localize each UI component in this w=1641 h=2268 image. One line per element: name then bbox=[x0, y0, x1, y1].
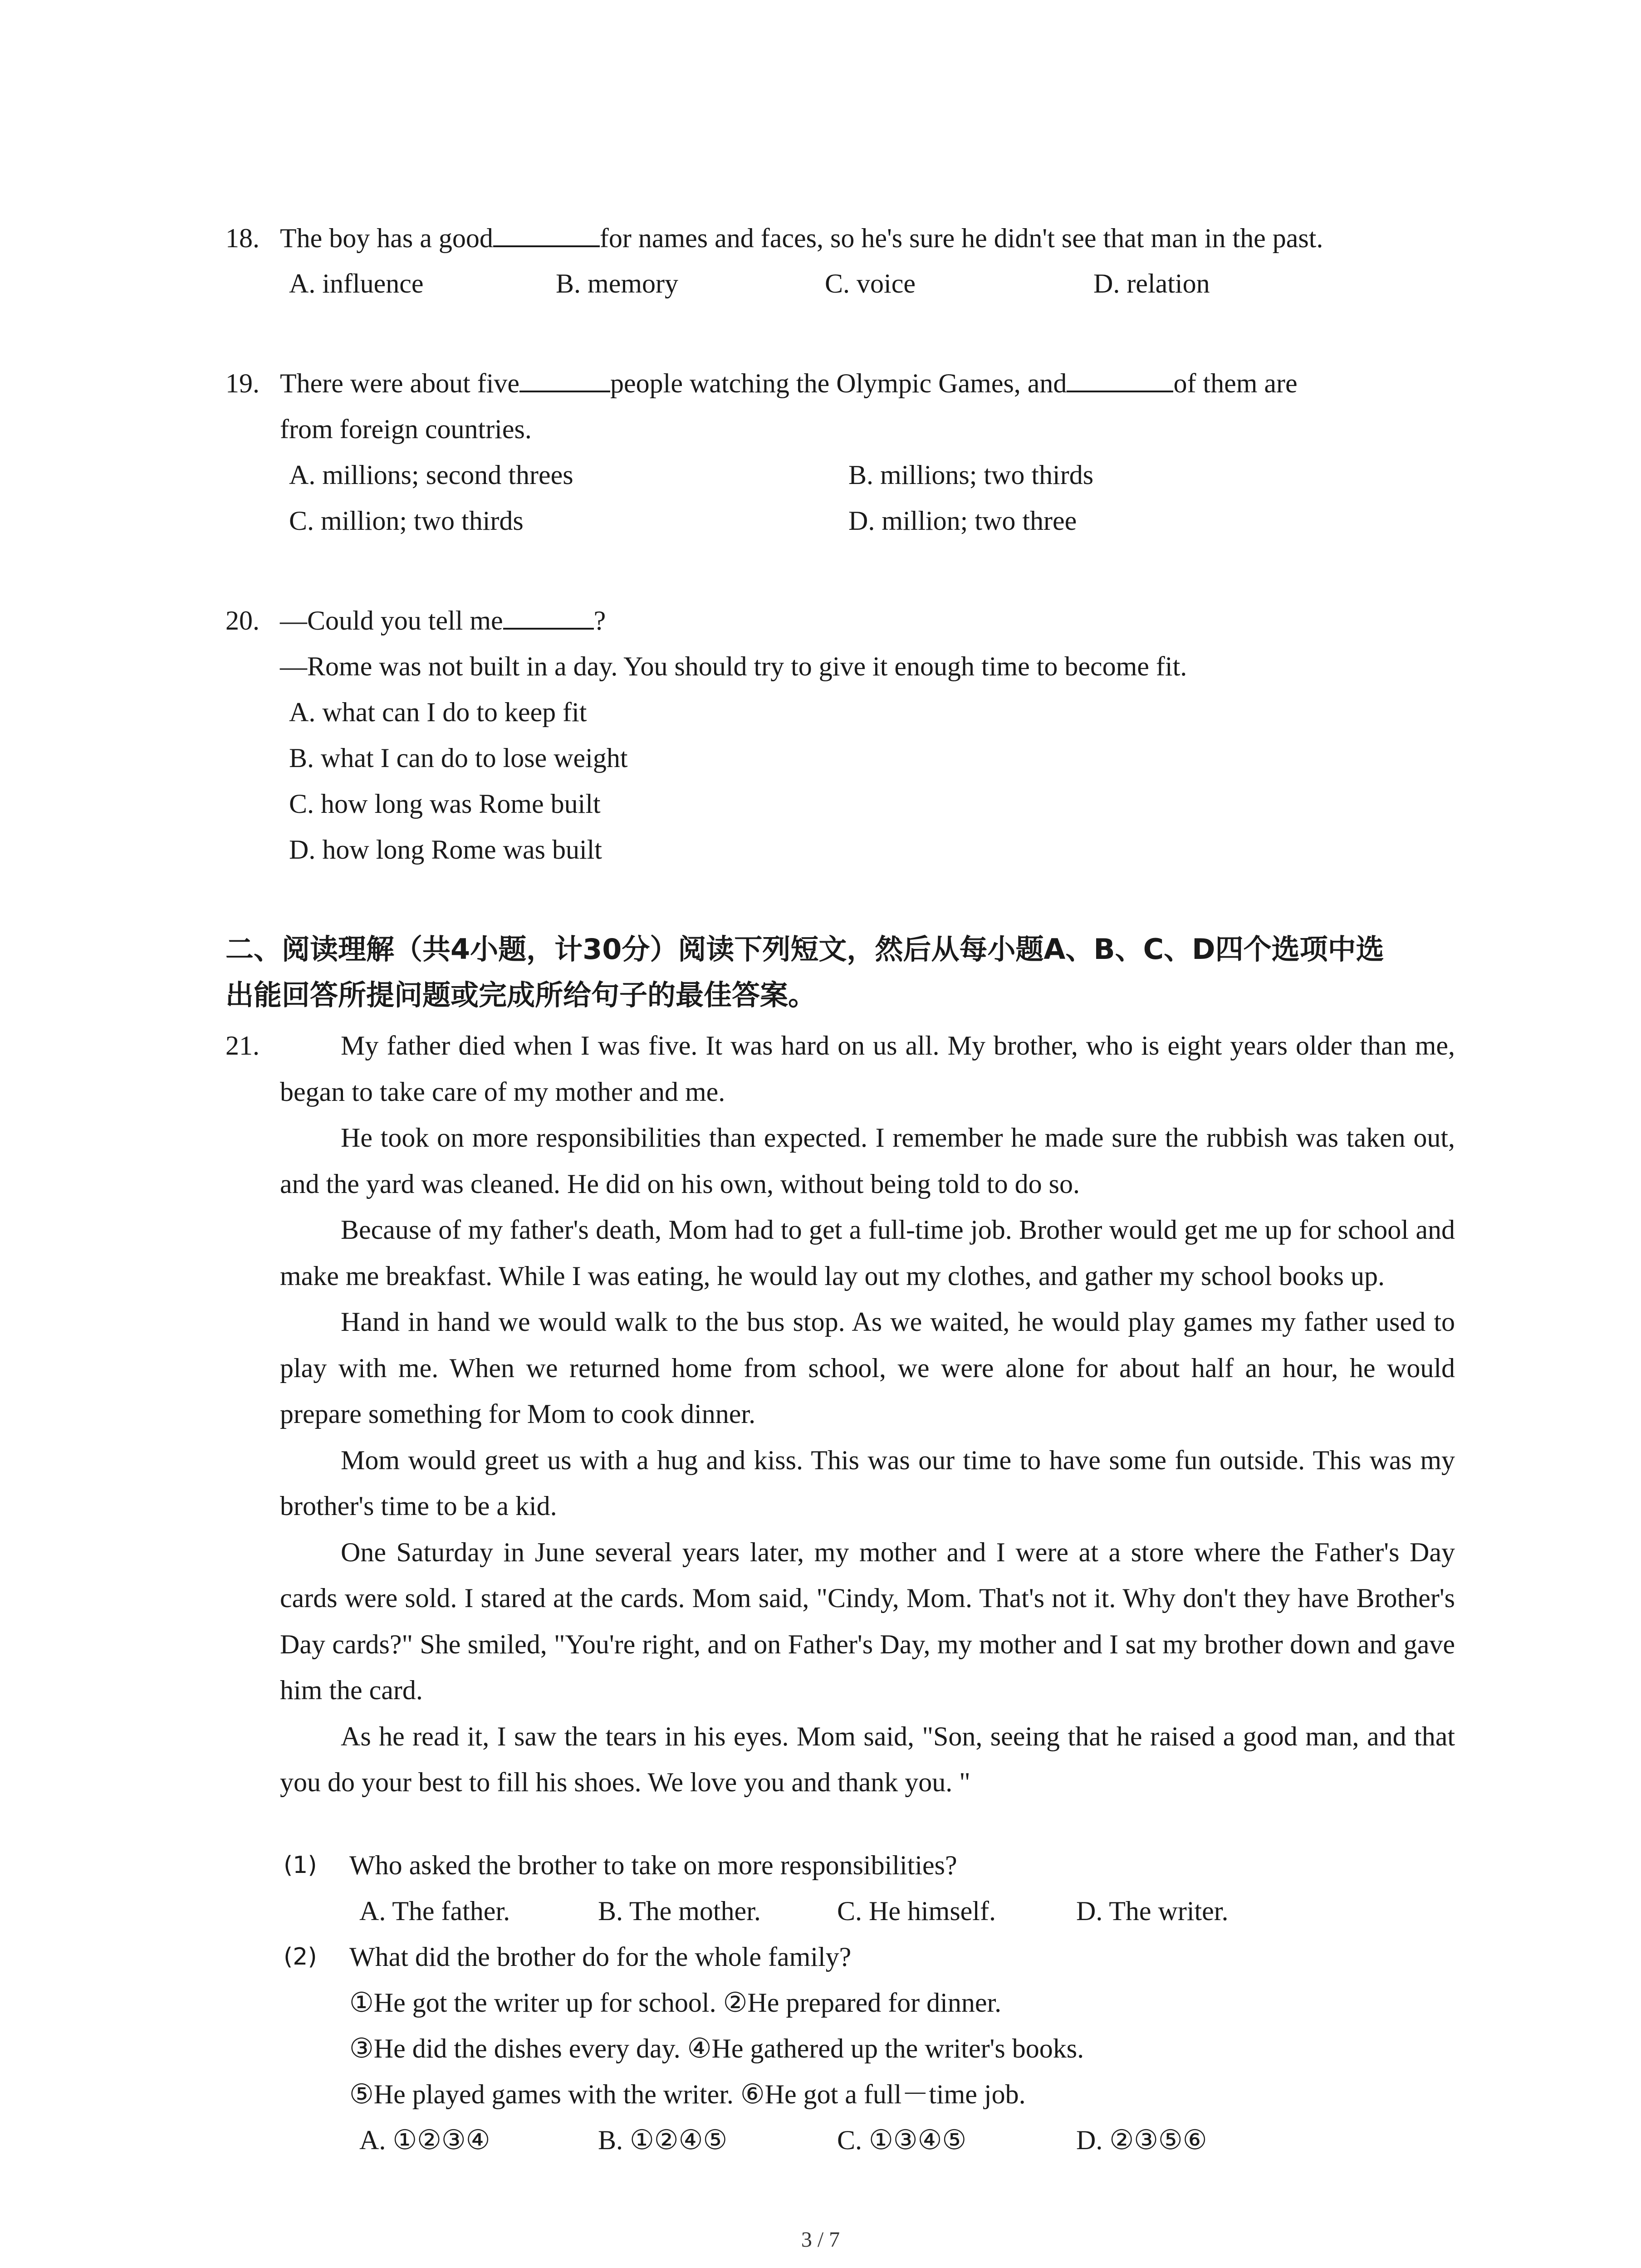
q18-stem-before: The boy has a good bbox=[280, 223, 493, 253]
q19-blank-2 bbox=[1067, 363, 1173, 392]
page-number: 3 / 7 bbox=[801, 2228, 840, 2252]
q21-sub2-line1: ①He got the writer up for school. ②He prepared for dinner. bbox=[349, 1988, 1002, 2018]
q18-stem-after: for names and faces, so he's sure he didn't see that man in the past. bbox=[599, 223, 1323, 253]
section2-heading-line2: 出能回答所提问题或完成所给句子的最佳答案。 bbox=[225, 978, 817, 1012]
q21-sub1-option-c: C. He himself. bbox=[837, 1896, 996, 1926]
q20-line1-after: ? bbox=[593, 606, 606, 635]
q21-sub2-number: (2) bbox=[284, 1943, 317, 1970]
q21-paragraph-7: As he read it, I saw the tears in his eyes. Mom said, "Son, seeing that he raised a good man, and that you do your best to fill his shoes. We love you and thank you. " bbox=[280, 1721, 1455, 1797]
q20-option-d: D. how long Rome was built bbox=[289, 835, 602, 865]
q19-stem-middle: people watching the Olympic Games, and bbox=[610, 368, 1067, 398]
q18-stem bbox=[280, 215, 1323, 261]
q18-option-a: A. influence bbox=[289, 269, 424, 298]
q21-sub1-number: (1) bbox=[284, 1852, 317, 1879]
q18-option-b: B. memory bbox=[556, 269, 678, 298]
q21-paragraph-1: My father died when I was five. It was hard on us all. My brother, who is eight years older than me, began to take care of my mother and me. bbox=[280, 1031, 1455, 1107]
q21-sub1-option-d: D. The writer. bbox=[1076, 1896, 1229, 1926]
q20-line1-before: —Could you tell me bbox=[280, 606, 503, 635]
q20-option-a: A. what can I do to keep fit bbox=[289, 697, 587, 727]
q21-paragraph-6: One Saturday in June several years later, my mother and I were at a store where the Father's Day cards were sold. I stared at the cards. Mom said, "Cindy, Mom. That's not it. Why don't they have Brother's Day cards?" She smiled, "You're right, and on Father's Day, my mother and I sat my brother down and gave him the card. bbox=[280, 1537, 1455, 1705]
q19-option-d: D. million; two three bbox=[848, 506, 1077, 536]
q21-paragraph-5: Mom would greet us with a hug and kiss. This was our time to have some fun outside. This was my brother's time to be a kid. bbox=[280, 1445, 1455, 1521]
q21-sub1-option-a: A. The father. bbox=[359, 1896, 510, 1926]
q19-stem bbox=[280, 361, 1298, 406]
q20-option-b: B. what I can do to lose weight bbox=[289, 743, 628, 773]
section2-heading-line1: 二、阅读理解（共4小题，计30分）阅读下列短文，然后从每小题A、B、C、D四个选项中选 bbox=[225, 933, 1384, 966]
q21-sub2-line3: ⑤He played games with the writer. ⑥He got a full－time job. bbox=[349, 2079, 1026, 2109]
q18-option-d: D. relation bbox=[1093, 269, 1210, 298]
q20-line1 bbox=[280, 598, 606, 643]
q19-stem-line2: from foreign countries. bbox=[280, 414, 532, 444]
q21-sub2-line2: ③He did the dishes every day. ④He gathered up the writer's books. bbox=[349, 2033, 1084, 2063]
q19-option-c: C. million; two thirds bbox=[289, 506, 524, 536]
q19-stem-before: There were about five bbox=[280, 368, 520, 398]
q19-option-b: B. millions; two thirds bbox=[848, 460, 1094, 490]
q21-sub2-option-c: C. ①③④⑤ bbox=[837, 2125, 967, 2155]
q21-sub2-option-b: B. ①②④⑤ bbox=[598, 2125, 728, 2155]
q21-sub2-option-a: A. ①②③④ bbox=[359, 2125, 490, 2155]
q20-number: 20. bbox=[225, 606, 260, 635]
q19-number: 19. bbox=[225, 368, 260, 398]
q18-number: 18. bbox=[225, 223, 260, 253]
q21-sub1-option-b: B. The mother. bbox=[598, 1896, 761, 1926]
q18-blank bbox=[493, 218, 600, 247]
q21-paragraph-2: He took on more responsibilities than expected. I remember he made sure the rubbish was taken out, and the yard was cleaned. He did on his own, without being told to do so. bbox=[280, 1123, 1455, 1199]
q21-passage bbox=[280, 1023, 1455, 1806]
q19-option-a: A. millions; second threes bbox=[289, 460, 573, 490]
q20-option-c: C. how long was Rome built bbox=[289, 789, 601, 819]
q21-number: 21. bbox=[225, 1031, 260, 1061]
q20-line2: —Rome was not built in a day. You should try to give it enough time to become fit. bbox=[280, 651, 1187, 681]
q19-stem-after: of them are bbox=[1173, 368, 1298, 398]
q21-sub2-option-d: D. ②③⑤⑥ bbox=[1076, 2125, 1207, 2155]
q19-blank-1 bbox=[519, 363, 610, 392]
q18-option-c: C. voice bbox=[825, 269, 916, 298]
q21-sub2-stem: What did the brother do for the whole family? bbox=[349, 1942, 852, 1972]
q21-sub1-stem: Who asked the brother to take on more responsibilities? bbox=[349, 1850, 957, 1880]
q20-blank bbox=[503, 601, 594, 630]
q21-paragraph-4: Hand in hand we would walk to the bus stop. As we waited, he would play games my father used to play with me. When we returned home from school, we were alone for about half an hour, he would prepare something for Mom to cook dinner. bbox=[280, 1307, 1455, 1429]
q21-paragraph-3: Because of my father's death, Mom had to get a full-time job. Brother would get me up for school and make me breakfast. While I was eating, he would lay out my clothes, and gather my school books up. bbox=[280, 1215, 1455, 1291]
